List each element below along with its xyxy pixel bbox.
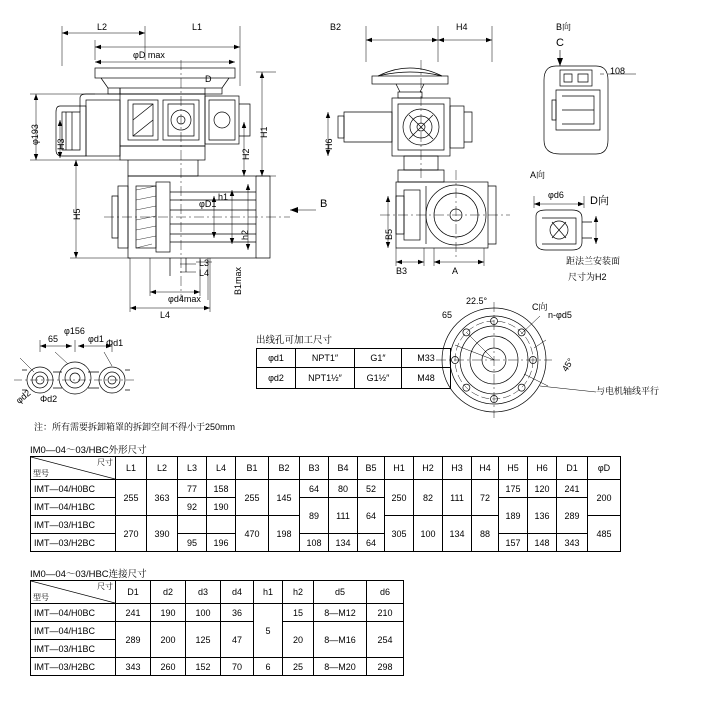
dim-label-H6: B5 xyxy=(384,228,394,240)
table1-model: IMT—04/H1BC xyxy=(31,498,116,516)
dim-label-phiDmax: φD max xyxy=(133,50,165,60)
table2-cell-d5: 8—M16 xyxy=(314,622,367,658)
table-header-row xyxy=(31,457,621,480)
table2-cell-d4: 36 xyxy=(221,604,254,622)
outlet-row-c3: M48 xyxy=(402,368,451,389)
dim-label-B2: H4 xyxy=(456,22,468,32)
view-label-D: B向 xyxy=(556,22,572,32)
table1-cell-B2: 145 xyxy=(269,480,300,516)
table2-cell-D1: 343 xyxy=(116,658,151,676)
table1-col-B4: B4 xyxy=(329,457,358,480)
dim-label-B1max: B2 xyxy=(330,22,342,32)
table1-cell-L3: 77 xyxy=(178,480,207,498)
table1-cell-L4: 158 xyxy=(207,480,236,498)
dim-label-H1: H1 xyxy=(259,126,269,138)
dim-label-65-left: 65 xyxy=(48,334,59,344)
dim-label-108: φd6 xyxy=(548,190,564,200)
outlet-row-c1: NPT1½″ xyxy=(296,368,355,389)
outlet-row-c2: G1″ xyxy=(355,349,402,368)
dim-label-L3: φd4max xyxy=(168,294,201,304)
table1-col-H6: H6 xyxy=(528,457,557,480)
dim-label-L4: L4 xyxy=(160,310,171,320)
table1-cell-D1: 289 xyxy=(557,498,588,534)
dim-label-phid4max: B1max xyxy=(233,266,243,295)
table1-cell-B3: 89 xyxy=(300,498,329,534)
dim-label-phid1-left: φd2 xyxy=(14,387,33,406)
table1-cell-L3 xyxy=(178,516,207,534)
dim-label-B5: B3 xyxy=(396,266,408,276)
table2-cell-d2: 190 xyxy=(151,604,186,622)
table2-model: IMT—04/H1BC xyxy=(31,622,116,640)
table1-col-L3: L3 xyxy=(178,457,207,480)
table1-cell-H6: 120 xyxy=(528,480,557,498)
connection-dimension-table xyxy=(30,580,404,676)
table2-col-d5: d5 xyxy=(314,581,367,604)
table1-cell-L1: 255 xyxy=(116,480,147,516)
general-note: 注：所有需要拆卸箱罩的拆卸空间不得小于250mm xyxy=(34,422,236,432)
table-row xyxy=(31,604,404,622)
table2-model: IMT—04/H0BC xyxy=(31,604,116,622)
table2-cell-D1: 289 xyxy=(116,622,151,658)
table1-corner-top: 尺寸 xyxy=(97,458,113,467)
table1-cell-L4: 196 xyxy=(207,534,236,552)
connection-dimension-table-block xyxy=(30,580,404,676)
table2-col-h1: h1 xyxy=(254,581,283,604)
table1-cell-B1: 255 xyxy=(236,480,269,516)
table1-cell-B5: 64 xyxy=(358,534,385,552)
table2-col-d4: d4 xyxy=(221,581,254,604)
dim-label-B3: A xyxy=(452,266,459,276)
dim-label-phid2: h1 xyxy=(218,192,229,202)
table1-cell-phiD: 485 xyxy=(588,516,621,552)
table1-cell-phiD: 200 xyxy=(588,480,621,516)
dim-label-H5: H5 xyxy=(72,208,82,220)
table1-cell-B5: 64 xyxy=(358,498,385,534)
table2-corner-bottom: 型号 xyxy=(33,593,49,602)
table1-title: IM0—04～03/HBC外形尺寸 xyxy=(30,445,147,456)
table2-col-d2: d2 xyxy=(151,581,186,604)
table1-col-H1: H1 xyxy=(385,457,414,480)
outlet-row-c3: M33 xyxy=(402,349,451,368)
table1-col-B5: B5 xyxy=(358,457,385,480)
annotation-flange-face: 距法兰安装面 xyxy=(566,256,621,266)
dim-label-phid1-right: Φd1 xyxy=(106,338,124,348)
table1-col-L1: L1 xyxy=(116,457,147,480)
dim-label-65-right: φd1 xyxy=(88,334,104,344)
table2-cell-d4: 47 xyxy=(221,622,254,658)
outlet-hole-table-block xyxy=(256,332,451,389)
dim-label-H4: H6 xyxy=(324,138,334,150)
table2-col-d3: d3 xyxy=(186,581,221,604)
table1-cell-H6: 136 xyxy=(528,498,557,534)
table1-cell-B4: 80 xyxy=(329,480,358,498)
table-header-row xyxy=(31,581,404,604)
table1-col-B1: B1 xyxy=(236,457,269,480)
table2-model: IMT—03/H2BC xyxy=(31,658,116,676)
dim-label-h1: L3 xyxy=(199,258,210,268)
outlet-row-label: φd2 xyxy=(257,368,296,389)
section-label-A: B xyxy=(320,198,328,210)
dim-label-phi156: 108 xyxy=(610,66,626,76)
dim-label-L2: L2 xyxy=(97,22,108,32)
table1-cell-L2: 363 xyxy=(147,480,178,516)
table1-cell-B3: 64 xyxy=(300,480,329,498)
table1-col-B3: B3 xyxy=(300,457,329,480)
dim-label-L1: L1 xyxy=(192,22,203,32)
table2-cell-d6: 210 xyxy=(367,604,404,622)
table1-col-D1: D1 xyxy=(557,457,588,480)
dim-label-h2: L4 xyxy=(199,268,210,278)
table2-col-D1: D1 xyxy=(116,581,151,604)
dim-label-phid3: φD1 xyxy=(199,199,217,209)
table2-cell-d6: 298 xyxy=(367,658,404,676)
outlet-row-c1: NPT1″ xyxy=(296,349,355,368)
table1-corner-header xyxy=(31,457,116,480)
table1-cell-L3: 92 xyxy=(178,498,207,516)
table-row xyxy=(31,622,404,640)
table1-cell-H2: 100 xyxy=(414,516,443,552)
table1-cell-H2: 82 xyxy=(414,480,443,516)
view-label-B: A向 xyxy=(530,170,546,180)
table1-col-H3: H3 xyxy=(443,457,472,480)
section-label-C: D向 xyxy=(590,195,609,207)
outline-dimension-table-block xyxy=(30,456,621,552)
table1-col-L2: L2 xyxy=(147,457,178,480)
table2-cell-d5: 8—M12 xyxy=(314,604,367,622)
table1-cell-D1: 241 xyxy=(557,480,588,498)
dim-label-phi193: φ193 xyxy=(30,124,40,145)
table1-cell-H1: 250 xyxy=(385,480,414,516)
table-row xyxy=(257,349,451,368)
table1-corner-bottom: 型号 xyxy=(33,469,49,478)
table2-cell-d5: 8—M20 xyxy=(314,658,367,676)
table1-cell-H6: 148 xyxy=(528,534,557,552)
view-label-A: C向 xyxy=(532,302,548,312)
table1-cell-L2: 390 xyxy=(147,516,178,552)
table2-col-d6: d6 xyxy=(367,581,404,604)
outlet-hole-table xyxy=(256,348,451,389)
table2-col-h2: h2 xyxy=(283,581,314,604)
table1-col-phiD: φD xyxy=(588,457,621,480)
table1-model: IMT—03/H2BC xyxy=(31,534,116,552)
table1-cell-H4: 72 xyxy=(472,480,499,516)
table1-cell-B5: 52 xyxy=(358,480,385,498)
table2-cell-d3: 100 xyxy=(186,604,221,622)
table1-cell-H5: 157 xyxy=(499,534,528,552)
annotation-flange-h2: 尺寸为H2 xyxy=(568,272,607,282)
dim-label-phiD1: h2 xyxy=(240,229,250,240)
outlet-table-title: 出线孔可加工尺寸 xyxy=(256,335,333,346)
table1-cell-L3: 95 xyxy=(178,534,207,552)
table1-cell-H4: 88 xyxy=(472,516,499,552)
table2-corner-top: 尺寸 xyxy=(97,582,113,591)
table2-model: IMT—03/H1BC xyxy=(31,640,116,658)
outlet-row-c2: G1½″ xyxy=(355,368,402,389)
dim-label-45deg: 22.5° xyxy=(466,296,488,306)
outlet-row-label: φd1 xyxy=(257,349,296,368)
outline-dimension-table xyxy=(30,456,621,552)
table2-cell-h1: 6 xyxy=(254,658,283,676)
table1-col-H2: H2 xyxy=(414,457,443,480)
table1-cell-B1: 470 xyxy=(236,516,269,552)
table1-col-L4: L4 xyxy=(207,457,236,480)
table1-cell-B4: 134 xyxy=(329,534,358,552)
table2-corner-header xyxy=(31,581,116,604)
dim-label-H2: H2 xyxy=(241,148,251,160)
table1-cell-L4: 190 xyxy=(207,498,236,516)
table2-cell-h2: 25 xyxy=(283,658,314,676)
table1-cell-B2: 198 xyxy=(269,516,300,552)
dim-label-phid6: n-φd5 xyxy=(548,310,572,320)
table1-cell-B3: 108 xyxy=(300,534,329,552)
table1-cell-H1: 305 xyxy=(385,516,414,552)
table1-cell-H5: 175 xyxy=(499,480,528,498)
table1-cell-L4 xyxy=(207,516,236,534)
table2-cell-d3: 125 xyxy=(186,622,221,658)
table1-cell-H3: 134 xyxy=(443,516,472,552)
table1-cell-L1: 270 xyxy=(116,516,147,552)
table2-cell-d2: 260 xyxy=(151,658,186,676)
table1-col-H4: H4 xyxy=(472,457,499,480)
dim-label-H3: H3 xyxy=(56,138,66,150)
table2-cell-d2: 200 xyxy=(151,622,186,658)
table1-cell-H3: 111 xyxy=(443,480,472,516)
table2-cell-d6: 254 xyxy=(367,622,404,658)
table-row xyxy=(257,368,451,389)
table1-cell-D1: 343 xyxy=(557,534,588,552)
table1-cell-B4: 111 xyxy=(329,498,358,534)
dim-label-n-phid5: 45° xyxy=(560,356,576,374)
table1-cell-H5: 189 xyxy=(499,498,528,534)
table2-cell-h2: 20 xyxy=(283,622,314,658)
table2-cell-h1: 5 xyxy=(254,604,283,658)
table1-col-B2: B2 xyxy=(269,457,300,480)
table2-cell-h2: 15 xyxy=(283,604,314,622)
table1-col-H5: H5 xyxy=(499,457,528,480)
table2-cell-d3: 152 xyxy=(186,658,221,676)
table-row xyxy=(31,480,621,498)
section-label-B: C xyxy=(556,37,564,49)
table2-cell-d4: 70 xyxy=(221,658,254,676)
dim-label-22-5deg: 65 xyxy=(442,310,453,320)
table1-model: IMT—04/H0BC xyxy=(31,480,116,498)
table1-model: IMT—03/H1BC xyxy=(31,516,116,534)
dim-label-phid2-c: Φd2 xyxy=(40,394,58,404)
view-label-C: φ156 xyxy=(64,326,85,336)
annotation-motor-axis: 与电机轴线平行 xyxy=(596,386,660,396)
table2-cell-D1: 241 xyxy=(116,604,151,622)
table-row xyxy=(31,658,404,676)
table2-title: IM0—04～03/HBC连接尺寸 xyxy=(30,569,147,580)
dim-label-D: D xyxy=(205,74,212,84)
